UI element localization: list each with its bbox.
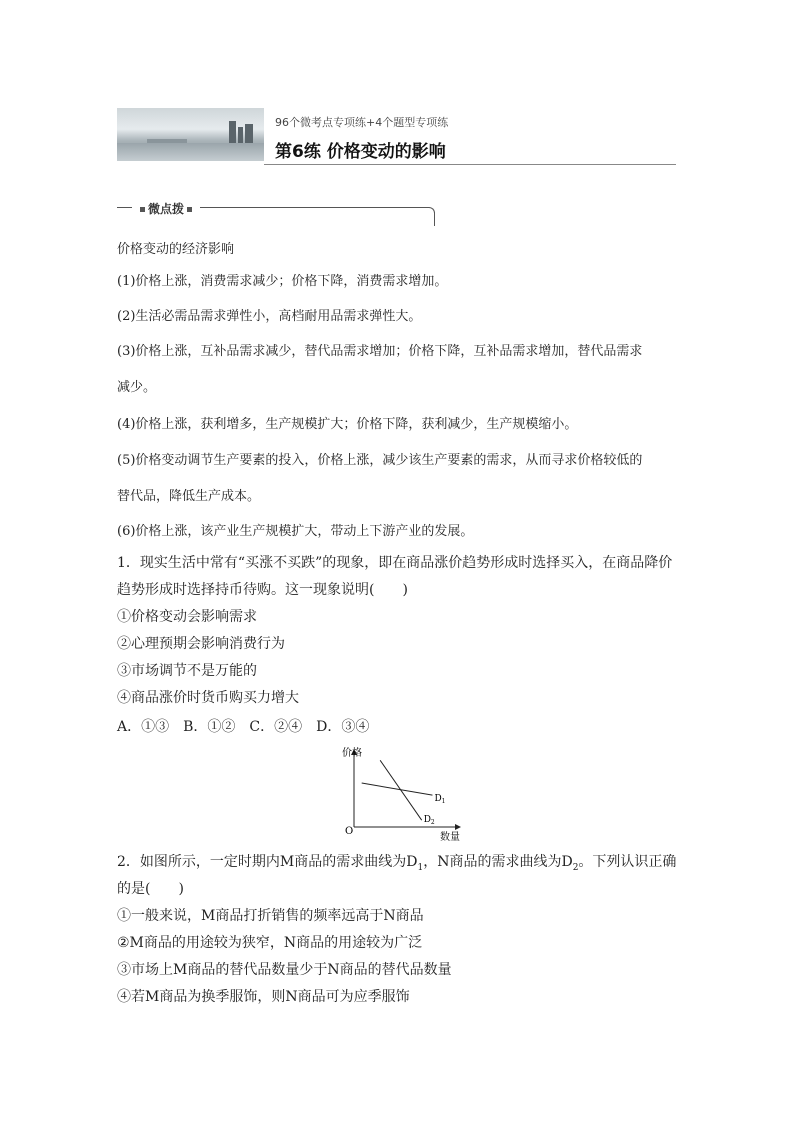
demand-curve-chart [328, 740, 468, 844]
q1-stem-line: 1．现实生活中常有“买涨不买跌”的现象，即在商品涨价趋势形成时选择买入，在商品降价 [117, 555, 673, 571]
square-bullet-icon [187, 207, 192, 212]
tips-item: 替代品，降低生产成本。 [117, 489, 261, 504]
tips-item: (4)价格上涨，获利增多，生产规模扩大；价格下降，获利减少，生产规模缩小。 [117, 417, 578, 432]
q1-stem-line: 趋势形成时选择持币待购。这一现象说明( ) [117, 582, 408, 598]
banner-subtitle: 96个微考点专项练+4个题型专项练 [275, 116, 449, 129]
q1-options: A．①③ B．①② C．②④ D．③④ [117, 719, 370, 735]
tips-heading: 价格变动的经济影响 [117, 242, 235, 257]
q1-statement: ②心理预期会影响消费行为 [117, 636, 285, 652]
q2-statement: ④若M商品为换季服饰，则N商品可为应季服饰 [117, 989, 410, 1005]
tips-item: (2)生活必需品需求弹性小，高档耐用品需求弹性大。 [117, 309, 422, 324]
tips-label [132, 200, 200, 217]
q2-stem-line: 的是( ) [117, 881, 184, 897]
tips-item: (6)价格上涨，该产业生产规模扩大，带动上下游产业的发展。 [117, 524, 474, 539]
q2-statement: ③市场上M商品的替代品数量少于N商品的替代品数量 [117, 962, 452, 978]
tips-item: (3)价格上涨，互补品需求减少，替代品需求增加；价格下降，互补品需求增加，替代品需求 [117, 344, 643, 359]
tips-item: (5)价格变动调节生产要素的投入，价格上涨，减少该生产要素的需求，从而寻求价格较低的 [117, 453, 643, 468]
q2-statement: ①一般来说，M商品打折销售的频率远高于N商品 [117, 908, 424, 924]
curve-d2-label: $D_2$ [423, 815, 435, 827]
q1-statement: ③市场调节不是万能的 [117, 663, 257, 679]
origin-label: O [345, 826, 354, 837]
page-title: 第6练 价格变动的影响 [275, 142, 446, 162]
q2-stem-line: 2．如图所示，一定时期内M商品的需求曲线为$D_1$，N商品的需求曲线为$D_2$。下列认识正确 [117, 854, 677, 873]
y-axis-label: 价格 [342, 748, 362, 759]
q1-statement: ①价格变动会影响需求 [117, 609, 257, 625]
curve-d2 [380, 760, 422, 820]
x-axis-label: 数量 [440, 832, 460, 843]
banner-image [117, 108, 264, 161]
q2-statement: ②M商品的用途较为狭窄，N商品的用途较为广泛 [117, 935, 423, 951]
curve-d1-label: $D_1$ [434, 794, 446, 806]
tips-item: 减少。 [117, 380, 157, 395]
header-divider [264, 164, 676, 165]
q1-statement: ④商品涨价时货币购买力增大 [117, 690, 299, 706]
tips-item: (1)价格上涨，消费需求减少；价格下降，消费需求增加。 [117, 274, 448, 289]
square-bullet-icon [140, 207, 145, 212]
tips-label-text: 微点拨 [148, 202, 185, 216]
